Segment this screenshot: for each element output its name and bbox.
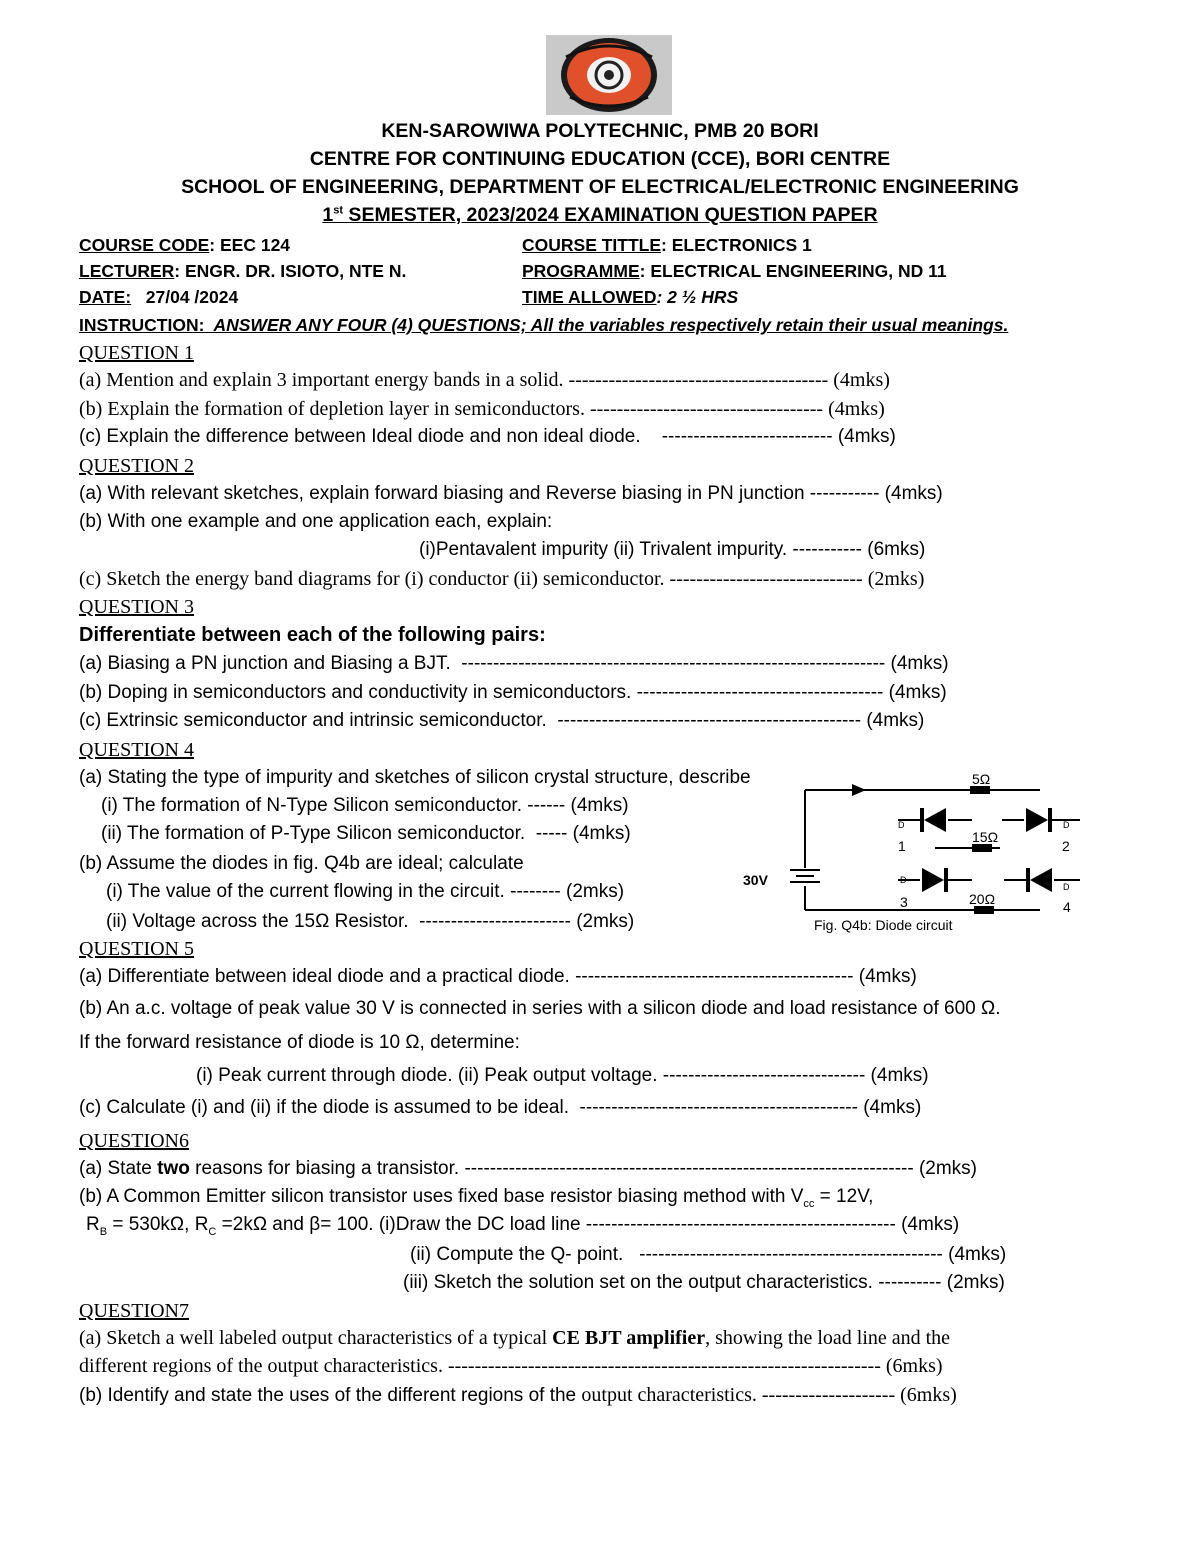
q3-part-a: (a) Biasing a PN junction and Biasing a BJT. ------------------------------------------------------------------- (4mks)	[79, 653, 949, 674]
q4-part-a-i: (i) The formation of N-Type Silicon semiconductor. ------ (4mks)	[101, 795, 629, 816]
diode-1-letter: D	[898, 820, 905, 830]
instruction: INSTRUCTION: ANSWER ANY FOUR (4) QUESTIONS; All the variables respectively retain their usual meanings.	[79, 315, 1009, 335]
q6-part-b-ii: (ii) Compute the Q- point. ------------------------------------------------ (4mks)	[410, 1244, 1007, 1265]
exam-title: 1st SEMESTER, 2023/2024 EXAMINATION QUESTION PAPER	[322, 204, 878, 226]
q5-part-a: (a) Differentiate between ideal diode and a practical diode. -------------------------------------------- (4mks)	[79, 966, 917, 987]
q5-part-b-sub: (i) Peak current through diode. (ii) Peak output voltage. -------------------------------- (4mks)	[196, 1065, 929, 1086]
diode-circuit-figure	[740, 770, 1100, 935]
q6-part-b-line1: (b) A Common Emitter silicon transistor uses fixed base resistor biasing method with $V_{cc} = 12V$,	[79, 1186, 874, 1210]
q2-part-c: (c) Sketch the energy band diagrams for (i) conductor (ii) semiconductor. ----------------------------- (2mks)	[79, 568, 925, 590]
diode-2-letter: D	[1063, 820, 1070, 830]
centre-name: CENTRE FOR CONTINUING EDUCATION (CCE), BORI CENTRE	[309, 148, 891, 170]
school-name: SCHOOL OF ENGINEERING, DEPARTMENT OF ELECTRICAL/ELECTRONIC ENGINEERING	[181, 176, 1019, 198]
question-4-title: QUESTION 4	[79, 739, 194, 761]
programme: PROGRAMME: ELECTRICAL ENGINEERING, ND 11	[522, 261, 947, 281]
q1-part-b: (b) Explain the formation of depletion layer in semiconductors. ----------------------------------- (4mks)	[79, 398, 885, 420]
institution-name: KEN-SAROWIWA POLYTECHNIC, PMB 20 BORI	[381, 120, 819, 142]
question-7-title: QUESTION7	[79, 1300, 189, 1322]
diode-4-label: 4	[1063, 899, 1071, 915]
q6-part-a: (a) State two reasons for biasing a transistor. ----------------------------------------------------------------------- (2mks)	[79, 1158, 978, 1179]
diode-3-letter: D	[900, 875, 907, 885]
resistor-15-label: 15Ω	[972, 829, 999, 845]
q3-part-c: (c) Extrinsic semiconductor and intrinsic semiconductor. ------------------------------------------------ (4mks)	[79, 710, 925, 731]
q7-part-a-line1: (a) Sketch a well labeled output characteristics of a typical CE BJT amplifier, showing the load line and the	[79, 1327, 951, 1349]
source-voltage-label: 30V	[743, 872, 768, 888]
q1-part-a: (a) Mention and explain 3 important energy bands in a solid. --------------------------------------- (4mks)	[79, 369, 890, 391]
q5-part-b-line1: (b) An a.c. voltage of peak value 30 V is connected in series with a silicon diode and load resistance of 600 Ω.	[79, 998, 1001, 1019]
figure-caption: Fig. Q4b: Diode circuit	[814, 917, 953, 933]
exam-date: DATE: 27/04 /2024	[79, 287, 239, 307]
q1-part-c: (c) Explain the difference between Ideal diode and non ideal diode. --------------------------- (4mks)	[79, 426, 896, 447]
q4-part-b: (b) Assume the diodes in fig. Q4b are ideal; calculate	[79, 853, 524, 874]
q2-part-a: (a) With relevant sketches, explain forward biasing and Reverse biasing in PN junction ----------- (4mks)	[79, 483, 943, 504]
q5-part-b-line2: If the forward resistance of diode is 10 Ω, determine:	[79, 1032, 520, 1053]
lecturer: LECTURER: ENGR. DR. ISIOTO, NTE N.	[79, 261, 407, 281]
q4-part-b-i: (i) The value of the current flowing in the circuit. -------- (2mks)	[106, 881, 625, 902]
q5-part-c: (c) Calculate (i) and (ii) if the diode is assumed to be ideal. -------------------------------------------- (4mks)	[79, 1097, 922, 1118]
question-2-title: QUESTION 2	[79, 455, 194, 477]
polytechnic-crest-logo	[546, 35, 672, 115]
diode-4-letter: D	[1063, 882, 1070, 892]
q7-part-a-line2: different regions of the output characteristics. ----------------------------------------------------------------- (6mks)	[79, 1355, 943, 1377]
q4-part-a: (a) Stating the type of impurity and sketches of silicon crystal structure, describe	[79, 767, 751, 788]
q2-part-b-sub: (i)Pentavalent impurity (ii) Trivalent impurity. ----------- (6mks)	[419, 539, 926, 560]
diode-3-label: 3	[900, 894, 908, 910]
q7-part-b: (b) Identify and state the uses of the different regions of the output characteristics. -------------------- (6mks)	[79, 1384, 957, 1406]
q2-part-b: (b) With one example and one application each, explain:	[79, 511, 553, 532]
q6-part-b-line2: $R_B = 530k\Omega$, $R_C =2k\Omega$ and β= 100. (i)Draw the DC load line ------------------------------------------------- (4mks)	[86, 1214, 960, 1238]
q6-part-b-iii: (iii) Sketch the solution set on the output characteristics. ---------- (2mks)	[403, 1272, 1005, 1293]
q3-intro: Differentiate between each of the following pairs:	[79, 624, 546, 646]
resistor-5-label: 5Ω	[972, 771, 991, 787]
diode-2-label: 2	[1062, 838, 1070, 854]
course-code: COURSE CODE: EEC 124	[79, 235, 291, 255]
question-6-title: QUESTION6	[79, 1130, 189, 1152]
question-5-title: QUESTION 5	[79, 938, 194, 960]
question-1-title: QUESTION 1	[79, 342, 194, 364]
time-allowed: TIME ALLOWED: 2 ½ HRS	[522, 287, 739, 307]
course-title: COURSE TITTLE: ELECTRONICS 1	[522, 235, 812, 255]
question-3-title: QUESTION 3	[79, 596, 194, 618]
q4-part-b-ii: (ii) Voltage across the 15Ω Resistor. ------------------------ (2mks)	[106, 911, 635, 932]
q3-part-b: (b) Doping in semiconductors and conductivity in semiconductors. --------------------------------------- (4mks)	[79, 682, 947, 703]
resistor-20-label: 20Ω	[969, 891, 996, 907]
q4-part-a-ii: (ii) The formation of P-Type Silicon semiconductor. ----- (4mks)	[101, 823, 631, 844]
diode-1-label: 1	[898, 838, 906, 854]
